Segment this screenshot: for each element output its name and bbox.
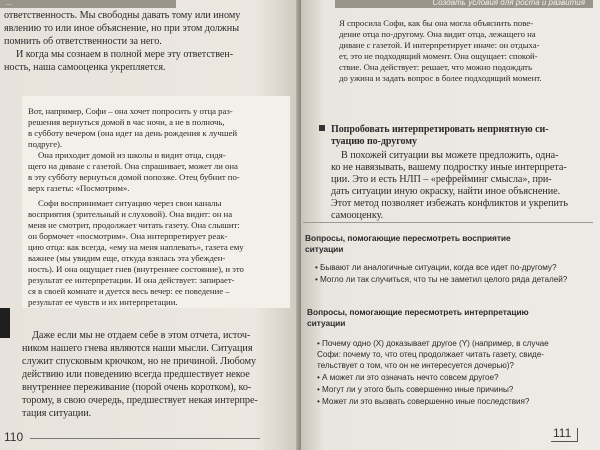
questions-title: ситуации [307, 318, 346, 328]
square-bullet-icon [319, 125, 325, 131]
questions-title: ситуации [305, 244, 344, 254]
text-line: Она приходит домой из школы и видит отца, сидя- [38, 150, 226, 160]
text-line: подруге). [28, 139, 63, 149]
question-item: • Могут ли у этого быть совершенно иные причины? [317, 385, 514, 394]
right-running-head: Создать условия для роста и развития [335, 0, 593, 8]
text-line: помнить об ответственности за него. [4, 36, 162, 47]
text-line: внутреннее переживание (порой очень коротком), ко- [22, 382, 252, 393]
text-line: ником нашего гнева являются наши мысли. Ситуация [22, 343, 253, 354]
left-page-number: 110 [4, 430, 24, 444]
text-line: действию или поведению всегда предшествует некое [22, 369, 250, 380]
text-line: Софи воспринимает ситуацию через свои каналы [38, 198, 222, 208]
text-line: результат ее чувств и их интерпретации. [28, 297, 178, 307]
text-line: дать ситуации иную окраску, найти иное объяснение. [331, 186, 561, 197]
right-page-number: 111 [553, 426, 572, 440]
question-item: • Почему одно (X) доказывает другое (Y) (например, в случае [317, 339, 549, 348]
text-line: И когда мы сознаем в полной мере эту ответствен- [16, 49, 234, 60]
questions-title: Вопросы, помогающие пересмотреть восприятие [305, 233, 511, 243]
text-line: В похожей ситуации вы можете предложить, одна- [341, 150, 559, 161]
questions-top-rule [303, 222, 593, 223]
text-line: до ужина и задать вопрос в более подходящий момент. [339, 73, 542, 83]
text-line: Я спросила Софи, как бы она могла объяснить пове- [339, 18, 534, 28]
text-line: верх газеты: «Посмотрим». [28, 183, 130, 193]
left-page [0, 0, 299, 450]
text-line: в эту субботу вернуться домой попозже. Отец бубнит по- [28, 172, 240, 182]
page-number-rule [30, 438, 260, 439]
right-page [301, 0, 600, 450]
margin-marker [0, 308, 10, 338]
text-line: решения вернуться домой в час ночи, а не в полночь, [28, 117, 225, 127]
text-line: ность, наша самооценка укрепляется. [4, 62, 166, 73]
text-line: ции. Это и есть НЛП – «рефрейминг смысла», при- [331, 174, 552, 185]
text-line: результат ее интерпретации. И она действует: запирает- [28, 275, 235, 285]
question-item: тельствует о том, что он не интересуется дочерью)? [317, 361, 514, 370]
question-item: Софи: почему то, что отец продолжает читать газету, свиде- [317, 350, 544, 359]
text-line: Этот метод позволяет избежать конфликтов и укрепить [331, 198, 568, 209]
left-running-head: ... [0, 0, 176, 8]
page-number-rule [551, 441, 577, 442]
text-line: диване с газетой. И интерпретирует иначе: он отдыха- [339, 40, 540, 50]
text-line: ет, это не подходящий момент. Она ощущает: спокой- [339, 51, 538, 61]
text-line: Даже если мы не отдаем себе в этом отчета, источ- [32, 330, 251, 341]
text-line: меня не смотрит, продолжает читать газету. Она слышит: [28, 220, 240, 230]
text-line: Вот, например, Софи – она хочет попросить у отца раз- [28, 106, 233, 116]
text-line: он бормочет «посмотрим». Она интерпретирует реак- [28, 231, 228, 241]
question-item: • Могло ли так случиться, что ты не заметил целого ряда деталей? [315, 275, 568, 284]
text-line: тация ситуации. [22, 408, 92, 419]
text-line: важнее (мы увидим еще, откуда взялась эта убежден- [28, 253, 226, 263]
text-line: щего на диване с газетой. Она спрашивает, может ли она [28, 161, 238, 171]
text-line: ответственность. Мы свободны давать тому или иному [4, 10, 241, 21]
text-line: торому, в свою очередь, предшествует некая интерпре- [22, 395, 258, 406]
text-line: явлению то или иное объяснение, но при этом должны [4, 23, 239, 34]
text-line: ность). И она ощущает гнев (внутреннее состояние), и это [28, 264, 244, 274]
question-item: • А может ли это означать нечто совсем другое? [317, 373, 499, 382]
question-item: • Бывают ли аналогичные ситуации, когда все идет по-другому? [315, 263, 557, 272]
text-line: восприятия (зрительный и слуховой). Она видит: он на [28, 209, 233, 219]
text-line: самооценку. [331, 210, 384, 221]
heading-text: Попробовать интерпретировать неприятную си- [331, 124, 549, 135]
heading-line [319, 124, 548, 136]
text-line: ся в своей комнате и дуется весь вечер: ее поведение – [28, 286, 230, 296]
text-line: дение отца по-другому. Она видит отца, лежащего на [339, 29, 536, 39]
questions-title: Вопросы, помогающие пересмотреть интерпретацию [307, 307, 529, 317]
question-item: • Может ли это вызвать совершенно иные последствия? [317, 397, 530, 406]
text-line: ко не навязывать, вашему подростку иные интерпрета- [331, 162, 567, 173]
text-line: в субботу вечером (она идет на день рождения к лучшей [28, 128, 237, 138]
text-line: служит спусковым крючком, но не причиной. Любому [22, 356, 257, 367]
text-line: ствие. Она действует: решает, что можно подождать [339, 62, 532, 72]
text-line: цию отца: как всегда, «ему на меня наплевать», газета ему [28, 242, 244, 252]
heading-line: туацию по-другому [331, 136, 417, 147]
page-number-tick [577, 428, 578, 442]
